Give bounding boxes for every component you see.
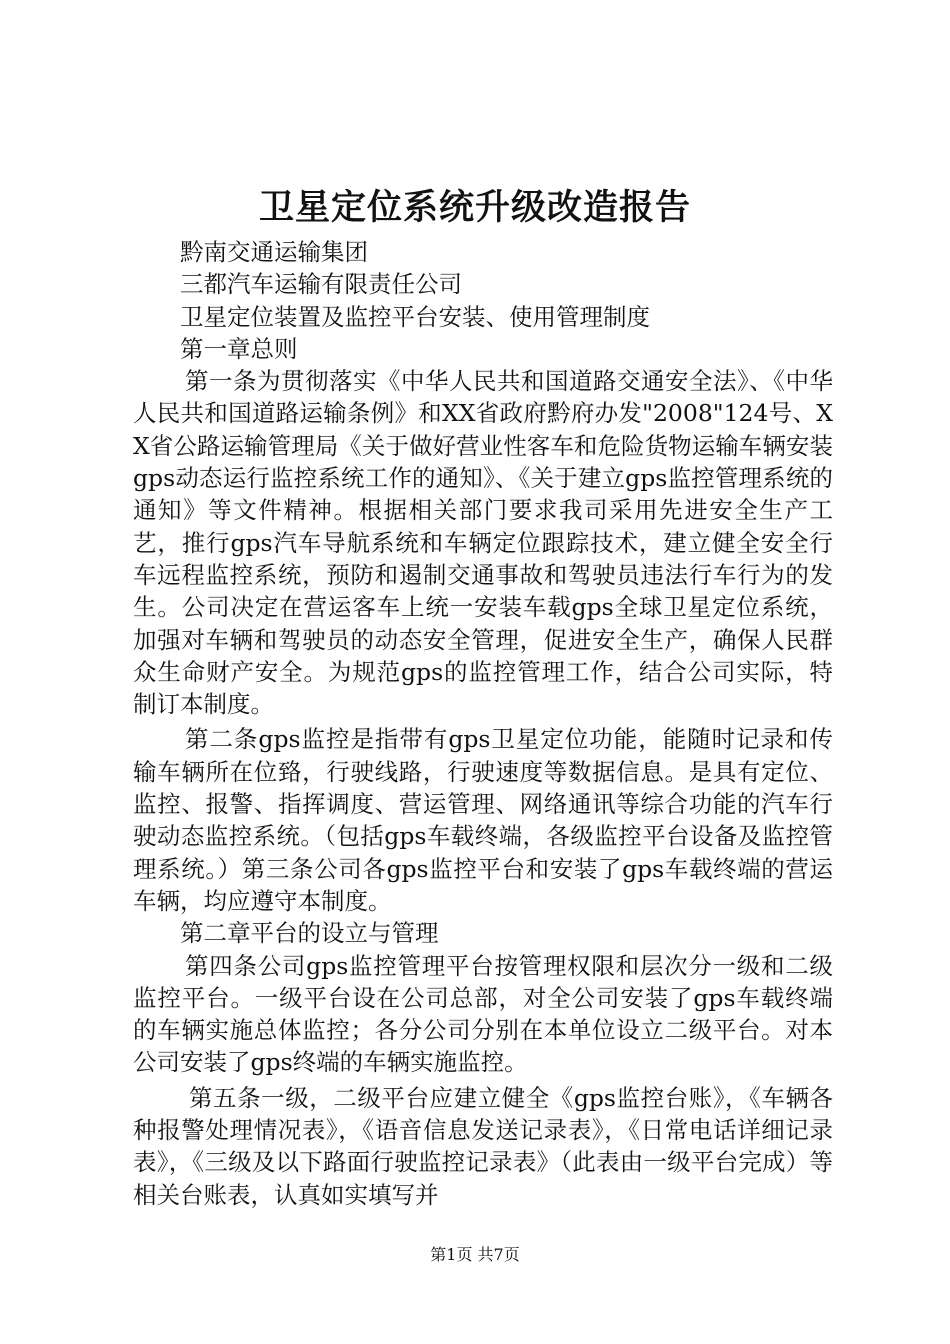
paragraph-article-2: 第二条gps监控是指带有gps卫星定位功能，能随时记录和传输车辆所在位臵，行驶线路，行驶速度等数据信息。是具有定位、监控、报警、指挥调度、营运管理、网络通讯等综合功能的汽车行驶动态监控系统。（包括gps车载终端，各级监控平台设备及监控管理系统。）第三条公司各gps监控平台和安装了gps车载终端的营运车辆，均应遵守本制度。 (133, 725, 833, 915)
document-body (133, 236, 833, 1211)
paragraph-article-4: 第四条公司gps监控管理平台按管理权限和层次分一级和二级监控平台。一级平台设在公司总部，对全公司安装了gps车载终端的车辆实施总体监控；各分公司分别在本单位设立二级平台。对本公司安装了gps终端的车辆实施监控。 (133, 951, 833, 1077)
paragraph-organization: 黔南交通运输集团 (180, 238, 368, 266)
paragraph-chapter-2: 第二章平台的设立与管理 (180, 919, 439, 948)
paragraph-chapter-1: 第一章总则 (180, 334, 298, 363)
paragraph-article-1: 第一条为贯彻落实《中华人民共和国道路交通安全法》、《中华人民共和国道路运输条例》和XX省政府黔府办发"2008"124号、XX省公路运输管理局《关于做好营业性客车和危险货物运输车辆安装gps动态运行监控系统工作的通知》、《关于建立gps监控管理系统的通知》等文件精神。根据相关部门要求我司采用先进安全生产工艺，推行gps汽车导航系统和车辆定位跟踪技术，建立健全安全行车远程监控系统，预防和遏制交通事故和驾驶员违法行车行为的发生。公司决定在营运客车上统一安装车载gps全球卫星定位系统，加强对车辆和驾驶员的动态安全管理，促进安全生产，确保人民群众生命财产安全。为规范gps的监控管理工作，结合公司实际，特制订本制度。 (133, 367, 833, 719)
paragraph-regulation-title: 卫星定位装置及监控平台安装、使用管理制度 (180, 302, 650, 331)
paragraph-company: 三都汽车运输有限责任公司 (180, 270, 462, 299)
document-title: 卫星定位系统升级改造报告 (258, 187, 691, 228)
paragraph-article-5: 第五条一级，二级平台应建立健全《gps监控台账》，《车辆各种报警处理情况表》，《语音信息发送记录表》，《日常电话详细记录表》，《三级及以下路面行驶监控记录表》（此表由一级平台完成）等相关台账表，认真如实填写并 (133, 1083, 833, 1209)
page-footer: 第1页 共7页 (430, 1245, 520, 1264)
